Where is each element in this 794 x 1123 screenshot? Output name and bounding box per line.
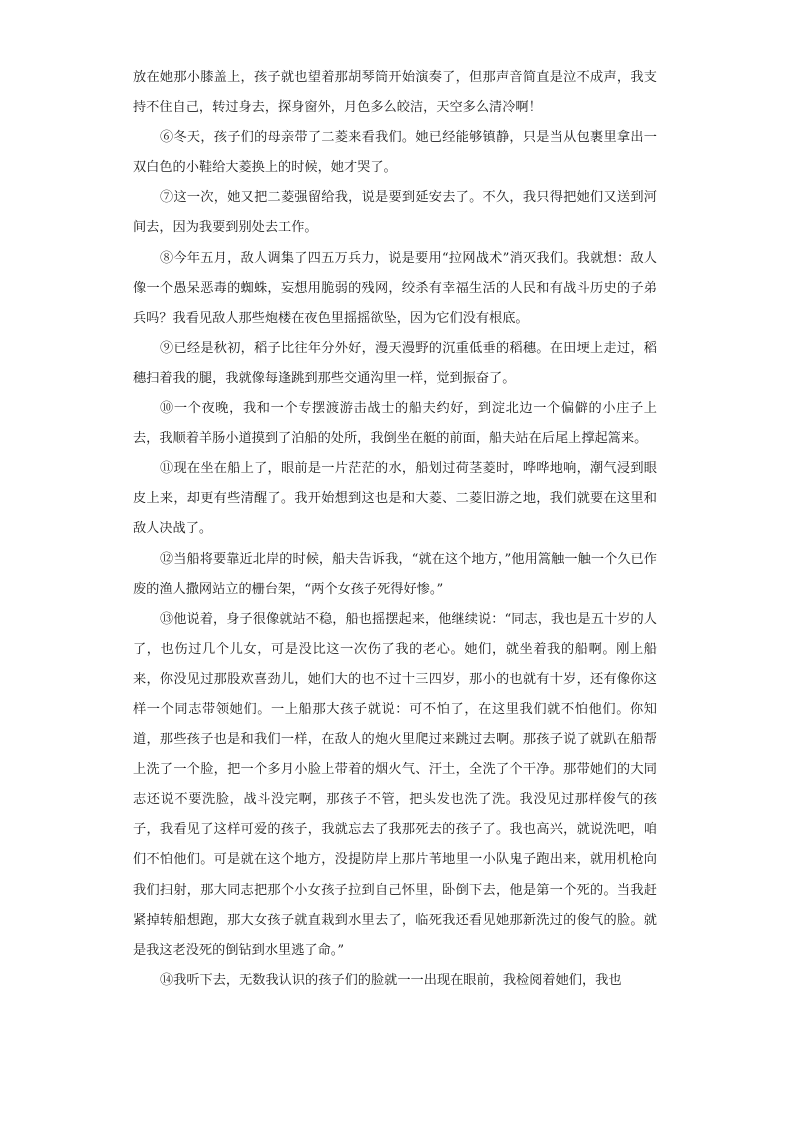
paragraph-7: ⑦这一次，她又把二菱强留给我，说是要到延安去了。不久，我只得把她们又送到河间去，因为我要到别处去工作。 <box>133 190 657 236</box>
paragraph-8: ⑧今年五月，敌人调集了四五万兵力，说是要用“拉网战术”消灭我们。我就想：敌人像一个愚呆恶毒的蜘蛛，妄想用脆弱的残网，绞杀有幸福生活的人民和有战斗历史的子弟兵吗？我看见敌人那些炮楼在夜色里摇摇欲坠，因为它们没有根底。 <box>133 250 657 326</box>
paragraph-14: ⑭我听下去，无数我认识的孩子们的脸就一一出现在眼前，我检阅着她们，我也 <box>160 972 622 988</box>
paragraph-continuation: 放在她那小膝盖上，孩子就也望着那胡琴筒开始演奏了，但那声音简直是泣不成声，我支持不住自己，转过身去，探身窗外，月色多么皎洁，天空多么清冷啊！ <box>133 70 657 116</box>
paragraph-9: ⑨已经是秋初，稻子比往年分外好，漫天漫野的沉重低垂的稻穗。在田埂上走过，稻穗扫着我的腿，我就像每逢跳到那些交通沟里一样，觉到振奋了。 <box>133 340 657 386</box>
paragraph-12: ⑫当船将要靠近北岸的时候，船夫告诉我，“就在这个地方，”他用篙触一触一个久已作废的渔人撒网站立的栅台架，“两个女孩子死得好惨。” <box>133 551 657 597</box>
article-body <box>133 63 657 996</box>
paragraph-11: ⑪现在坐在船上了，眼前是一片茫茫的水，船划过荷茎菱时，哗哗地响，潮气浸到眼皮上来，却更有些清醒了。我开始想到这也是和大菱、二菱旧游之地，我们就要在这里和敌人决战了。 <box>133 461 657 537</box>
paragraph-10: ⑩一个夜晚，我和一个专摆渡游击战士的船夫约好，到淀北边一个偏僻的小庄子上去，我顺着羊肠小道摸到了泊船的处所，我倒坐在艇的前面，船夫站在后尾上撑起篙来。 <box>133 401 657 447</box>
paragraph-6: ⑥冬天，孩子们的母亲带了二菱来看我们。她已经能够镇静，只是当从包裹里拿出一双白色的小鞋给大菱换上的时候，她才哭了。 <box>133 130 657 176</box>
paragraph-13: ⑬他说着，身子很像就站不稳，船也摇摆起来，他继续说：“同志，我也是五十岁的人了，也伤过几个儿女，可是没比这一次伤了我的老心。她们，就坐着我的船啊。刚上船来，你没见过那股欢喜劲儿，她们大的也不过十三四岁，那小的也就有十岁，还有像你这样一个同志带领她们。一上船那大孩子就说：可不怕了，在这里我们就不怕他们。你知道，那些孩子也是和我们一样，在敌人的炮火里爬过来跳过去啊。那孩子说了就趴在船帮上洗了一个脸，把一个多月小脸上带着的烟火气、汗土，全洗了个干净。那带她们的大同志还说不要洗脸，战斗没完啊，那孩子不管，把头发也洗了洗。我没见过那样俊气的孩子，我看见了这样可爱的孩子，我就忘去了我那死去的孩子了。我也高兴，就说洗吧，咱们不怕他们。可是就在这个地方，没提防岸上那片苇地里一小队鬼子跑出来，就用机枪向我们扫射，那大同志把那个小女孩子拉到自己怀里，卧倒下去，他是第一个死的。当我赶紧掉转船想跑，那大女孩子就直栽到水里去了，临死我还看见她那新洗过的俊气的脸。就是我这老没死的倒钻到水里逃了命。” <box>133 611 657 958</box>
